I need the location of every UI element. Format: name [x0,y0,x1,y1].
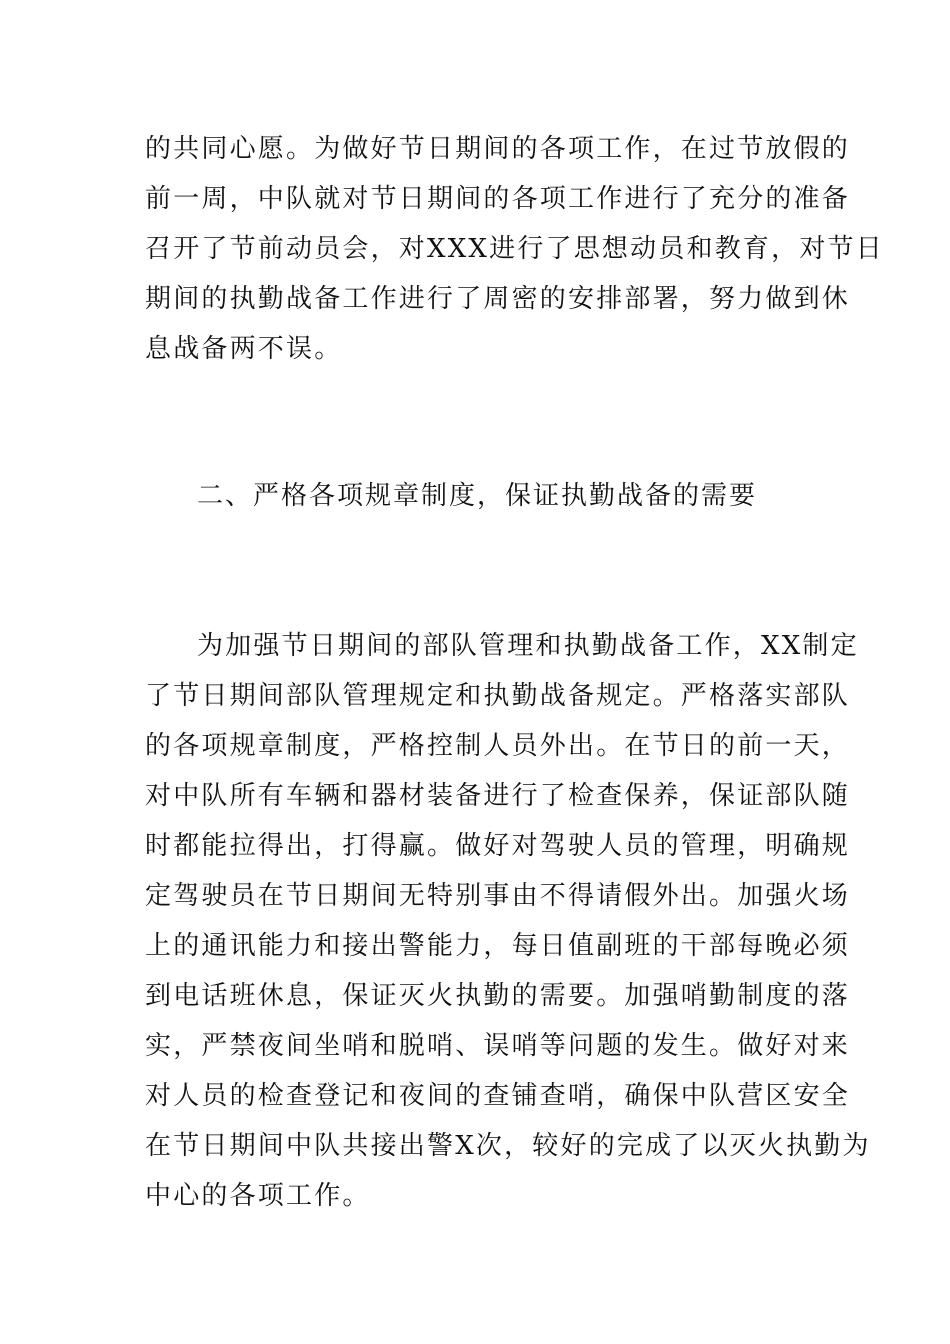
paragraph1-line-3: 召开了节前动员会，对XXX进行了思想动员和教育，对节日 [145,234,884,264]
paragraph1-line-1: 的共同心愿。为做好节日期间的各项工作，在过节放假的 [145,134,851,164]
paragraph2-line-11: 在节日期间中队共接出警X次，较好的完成了以灭火执勤为 [145,1131,871,1161]
paragraph2-line-3: 的各项规章制度，严格控制人员外出。在节日的前一天， [145,731,851,761]
paragraph2-line-12: 中心的各项工作。 [145,1181,371,1211]
paragraph2-line-2: 了节日期间部队管理规定和执勤战备规定。严格落实部队 [145,681,851,711]
paragraph2-line-4: 对中队所有车辆和器材装备进行了检查保养，保证部队随 [145,781,851,811]
paragraph2-line-6: 定驾驶员在节日期间无特别事由不得请假外出。加强火场 [145,881,851,911]
paragraph2-line-7: 上的通讯能力和接出警能力，每日值副班的干部每晚必须 [145,931,851,961]
paragraph1-line-4: 期间的执勤战备工作进行了周密的安排部署，努力做到休 [145,284,851,314]
paragraph2-line-5: 时都能拉得出，打得赢。做好对驾驶人员的管理，明确规 [145,831,851,861]
section-heading: 二、严格各项规章制度，保证执勤战备的需要 [197,481,758,511]
paragraph1-line-5: 息战备两不误。 [145,334,343,364]
paragraph2-line-9: 实，严禁夜间坐哨和脱哨、误哨等问题的发生。做好对来 [145,1031,851,1061]
paragraph1-line-2: 前一周，中队就对节日期间的各项工作进行了充分的准备 [145,184,851,214]
paragraph2-line-1: 为加强节日期间的部队管理和执勤战备工作，XX制定 [197,631,859,661]
paragraph2-line-8: 到电话班休息，保证灭火执勤的需要。加强哨勤制度的落 [145,981,851,1011]
paragraph2-line-10: 对人员的检查登记和夜间的查铺查哨，确保中队营区安全 [145,1081,851,1111]
